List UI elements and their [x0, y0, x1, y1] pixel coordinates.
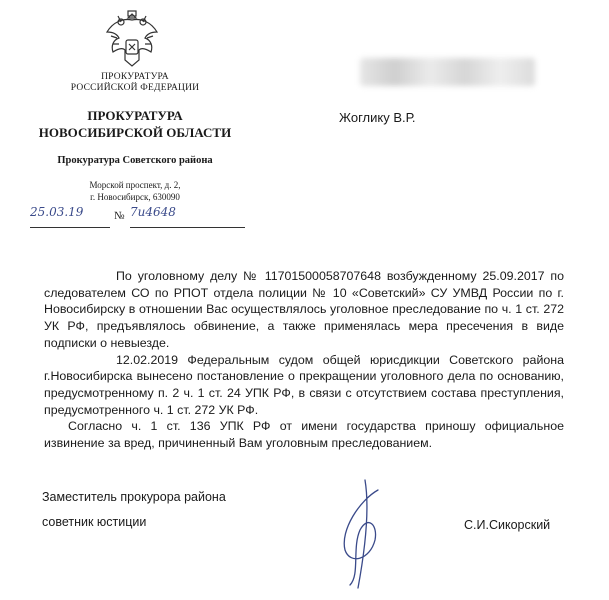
address-line1: Морской проспект, д. 2, [89, 180, 181, 190]
paragraph-2: 12.02.2019 Федеральным судом общей юрисдикции Советского района г.Новосибирска вынесено постановление о прекращении уголовного дела по основанию, предусмотренному п. 2 ч. 1 ст. 24 УПК РФ, в связи с отсутствием состава преступления, предусмотренного ч. 1 ст. 272 УК РФ. [44, 352, 564, 417]
coat-of-arms-icon [103, 8, 161, 70]
registration-number-label: № [114, 210, 125, 222]
region-name-line1: ПРОКУРАТУРА [87, 108, 183, 123]
address-line2: г. Новосибирск, 630090 [90, 192, 180, 202]
handwritten-signature [320, 470, 410, 590]
org-name-line1: ПРОКУРАТУРА [101, 72, 169, 82]
signer-rank: советник юстиции [42, 515, 147, 529]
paragraph-3: Согласно ч. 1 ст. 136 УПК РФ от имени государства приношу официальное извинение за вред, причиненный Вам уголовным преследованием. [44, 419, 564, 451]
org-name-line2: РОССИЙСКОЙ ФЕДЕРАЦИИ [70, 83, 200, 93]
redacted-region [360, 58, 535, 86]
signer-name: С.И.Сикорский [464, 518, 551, 532]
registration-number: 7и4648 [130, 205, 245, 228]
signer-position: Заместитель прокурора района [42, 490, 226, 504]
addressee: Жоглику В.Р. [339, 110, 416, 125]
letter-body [44, 268, 564, 452]
paragraph-1: По уголовному делу № 11701500058707648 возбужденному 25.09.2017 по следователем СО по РПОТ отдела полиции № 10 «Советский» СУ УМВД России по г. Новосибирску в отношении Вас осуществлялось уголовное преследование по ч. 1 ст. 272 УК РФ, предъявлялось обвинение, а также применялась мера пресечения в виде подписки о невыезде. [44, 269, 564, 350]
registration-date: 25.03.19 [30, 205, 110, 228]
district-name: Прокуратура Советского района [57, 155, 213, 166]
region-name-line2: НОВОСИБИРСКОЙ ОБЛАСТИ [38, 125, 232, 140]
